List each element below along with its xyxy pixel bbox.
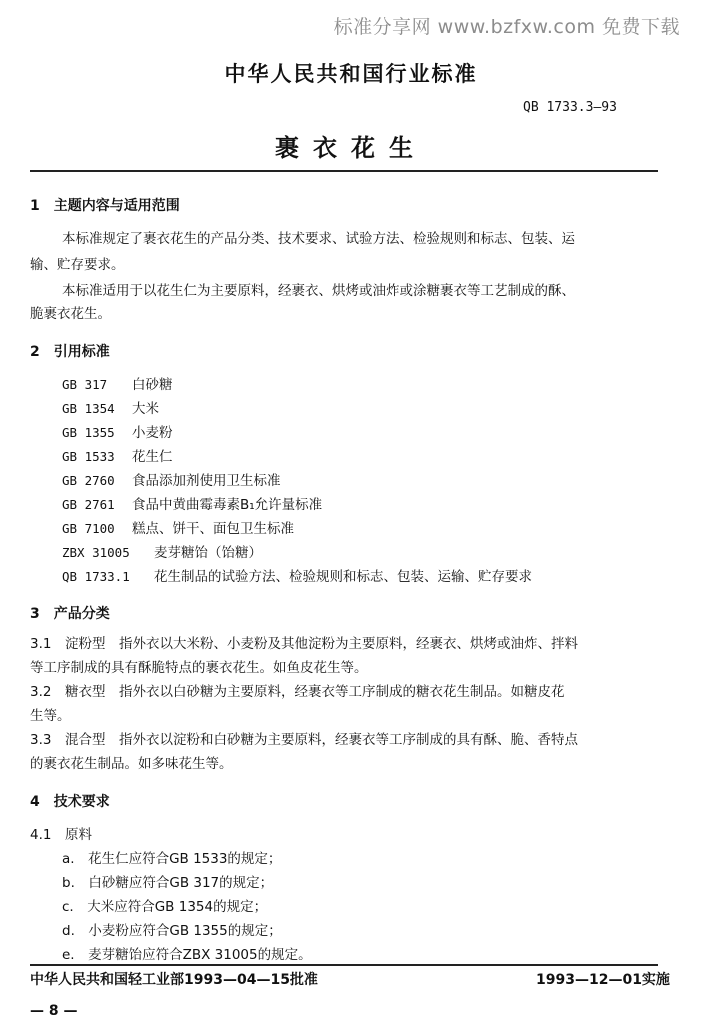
reference-item (62, 517, 294, 537)
section-1-para-1-line-2: 输、贮存要求。 (30, 257, 125, 273)
reference-title: 花生仁 (132, 449, 173, 465)
reference-code: GB 2760 (62, 473, 115, 488)
reference-code: GB 1355 (62, 425, 115, 440)
reference-item (62, 493, 322, 513)
document-title: 裹衣花生 (275, 134, 427, 162)
section-4-1-heading: 4.1 原料 (30, 827, 92, 843)
section-3-3-line-2: 的裹衣花生制品。如多味花生等。 (30, 756, 233, 772)
reference-item (62, 373, 173, 393)
reference-item (62, 421, 173, 441)
reference-title: 小麦粉 (132, 425, 173, 441)
approval-date: 中华人民共和国轻工业部1993—04—15批准 (30, 972, 318, 988)
section-3-heading: 3 产品分类 (30, 606, 110, 622)
reference-code: GB 2761 (62, 497, 115, 512)
reference-item (62, 397, 159, 417)
reference-code: GB 317 (62, 377, 108, 392)
reference-code: GB 1533 (62, 449, 115, 464)
requirement-item: b. 白砂糖应符合GB 317的规定； (62, 875, 274, 891)
section-4-heading: 4 技术要求 (30, 794, 110, 810)
section-2-heading: 2 引用标准 (30, 344, 110, 360)
reference-title: 白砂糖 (132, 377, 173, 393)
reference-title: 大米 (132, 401, 159, 417)
issuer-title: 中华人民共和国行业标准 (224, 62, 478, 86)
requirement-item: a. 花生仁应符合GB 1533的规定； (62, 851, 282, 867)
reference-item (62, 565, 532, 585)
section-1-heading: 1 主题内容与适用范围 (30, 198, 180, 214)
requirement-item: d. 小麦粉应符合GB 1355的规定； (62, 923, 282, 939)
section-3-1-line-1: 3.1 淀粉型 指外衣以大米粉、小麦粉及其他淀粉为主要原料，经裹衣、烘烤或油炸、拌料 (30, 636, 578, 652)
reference-title: 麦芽糖饴（饴糖） (154, 545, 262, 561)
reference-title: 糕点、饼干、面包卫生标准 (132, 521, 294, 537)
section-1-para-2-line-1: 本标准适用于以花生仁为主要原料，经裹衣、烘烤或油炸或涂糖裹衣等工艺制成的酥、 (62, 283, 575, 299)
standard-number: QB 1733.3—93 (523, 100, 617, 115)
footer-rule (30, 964, 658, 966)
section-3-2-line-2: 生等。 (30, 708, 71, 724)
section-1-para-2-line-2: 脆裹衣花生。 (30, 306, 111, 322)
reference-item (62, 541, 262, 561)
reference-title: 食品中黄曲霉毒素B₁允许量标准 (132, 497, 323, 513)
section-3-3-line-1: 3.3 混合型 指外衣以淀粉和白砂糖为主要原料，经裹衣等工序制成的具有酥、脆、香特点 (30, 732, 578, 748)
reference-code: QB 1733.1 (62, 569, 130, 584)
reference-code: ZBX 31005 (62, 545, 130, 560)
header-rule (30, 170, 658, 172)
reference-item (62, 469, 281, 489)
reference-code: GB 1354 (62, 401, 115, 416)
section-1-para-1-line-1: 本标准规定了裹衣花生的产品分类、技术要求、试验方法、检验规则和标志、包装、运 (62, 231, 575, 247)
watermark-text: 标准分享网 www.bzfxw.com 免费下载 (333, 16, 680, 38)
reference-item (62, 445, 173, 465)
page-number: — 8 — (30, 1003, 78, 1019)
reference-title: 花生制品的试验方法、检验规则和标志、包装、运输、贮存要求 (154, 569, 532, 585)
reference-code: GB 7100 (62, 521, 115, 536)
section-3-2-line-1: 3.2 糖衣型 指外衣以白砂糖为主要原料，经裹衣等工序制成的糖衣花生制品。如糖皮花 (30, 684, 565, 700)
section-3-1-line-2: 等工序制成的具有酥脆特点的裹衣花生。如鱼皮花生等。 (30, 660, 368, 676)
reference-title: 食品添加剂使用卫生标准 (132, 473, 281, 489)
requirement-item: c. 大米应符合GB 1354的规定； (62, 899, 268, 915)
requirement-item: e. 麦芽糖饴应符合ZBX 31005的规定。 (62, 947, 312, 963)
effective-date: 1993—12—01实施 (536, 972, 670, 988)
